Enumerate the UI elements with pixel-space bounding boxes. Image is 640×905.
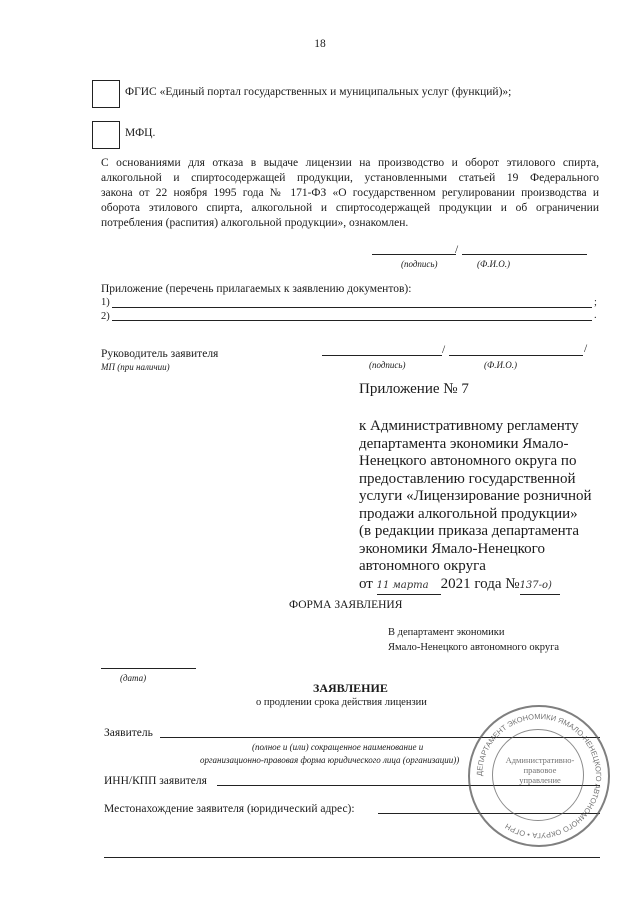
checkbox-epgu[interactable] (92, 80, 120, 108)
seal-line: управление (519, 775, 561, 785)
addressee-line: Ямало-Ненецкого автономного округа (388, 642, 560, 653)
attachment-line-2[interactable] (112, 320, 592, 321)
attachment-line-1[interactable] (112, 307, 592, 308)
official-seal (468, 705, 610, 847)
grounds-line: закона от 22 ноября 1995 года № 171-ФЗ «О государственном регулировании производства и (101, 187, 599, 199)
statement-subtitle: о продлении срока действия лицензии (256, 697, 427, 708)
date-prefix: от (359, 575, 373, 592)
appendix-line: к Административному регламенту (359, 418, 579, 434)
name-caption: (Ф.И.О.) (477, 259, 510, 269)
addressee-line: В департамент экономики (388, 627, 505, 638)
attachment-heading: Приложение (перечень прилагаемых к заявлению документов): (101, 283, 412, 295)
appendix-line: услуги «Лицензирование розничной (359, 488, 592, 504)
inn-label: ИНН/КПП заявителя (104, 775, 207, 787)
seal-center-text (490, 755, 590, 785)
grounds-line: алкогольной и спиртосодержащей продукции, установленными статьей 19 Федерального (101, 172, 599, 184)
appendix-line: (в редакции приказа департамента (359, 523, 580, 539)
appendix-text (359, 418, 599, 595)
date-year: 2021 года № (440, 575, 520, 592)
stamp-note: МП (при наличии) (101, 362, 170, 372)
separator: / (442, 344, 446, 356)
applicant-caption: (полное и (или) сокращенное наименование и (252, 742, 424, 752)
seal-line: правовое (523, 765, 557, 775)
grounds-line: С основаниями для отказа в выдаче лицензии на производство и оборот этилового спирта, (101, 157, 599, 169)
attachment-item-number: 1) (101, 297, 110, 308)
applicant-caption: организационно-правовая форма юридического лица (организации)) (200, 755, 460, 765)
handwritten-date: 11 марта (377, 577, 441, 596)
name-line[interactable] (462, 254, 587, 255)
appendix-line: Ненецкого автономного округа по (359, 453, 577, 469)
checkbox-mfc-label: МФЦ. (125, 127, 156, 139)
form-title: ФОРМА ЗАЯВЛЕНИЯ (289, 599, 403, 611)
grounds-paragraph (101, 156, 599, 231)
location-field-continued[interactable] (104, 857, 600, 858)
attachment-item-end: ; (594, 297, 597, 308)
seal-line: Административно- (505, 755, 575, 765)
statement-title: ЗАЯВЛЕНИЕ (313, 681, 388, 695)
separator: / (455, 244, 459, 256)
appendix-line: автономного округа (359, 558, 486, 574)
appendix-date-line (359, 576, 599, 596)
appendix-line: департамента экономики Ямало- (359, 435, 569, 452)
separator: / (584, 343, 588, 355)
signature-caption: (подпись) (401, 259, 438, 269)
appendix-line: продажи алкогольной продукции» (359, 505, 578, 522)
checkbox-mfc[interactable] (92, 121, 120, 149)
grounds-line: потребления (распития) алкогольной продукции», ознакомлен. (101, 217, 409, 229)
location-label: Местонахождение заявителя (юридический адрес): (104, 803, 355, 815)
applicant-label: Заявитель (104, 727, 153, 739)
head-signature-line[interactable] (322, 355, 442, 356)
date-caption: (дата) (120, 673, 147, 683)
handwritten-order-number: 137-о) (520, 577, 560, 596)
page-number: 18 (314, 38, 326, 50)
appendix-title: Приложение № 7 (359, 381, 469, 397)
appendix-line: экономики Ямало-Ненецкого (359, 540, 545, 557)
head-signature-caption: (подпись) (369, 360, 406, 370)
date-line[interactable] (101, 668, 196, 669)
grounds-line: оборота этилового спирта, алкогольной и спиртосодержащей продукции и об ограничении (101, 202, 599, 214)
seal-ring-text: ДЕПАРТАМЕНТ ЭКОНОМИКИ ЯМАЛО-НЕНЕЦКОГО АВТОНОМНОГО ОКРУГА • ОГРН (474, 711, 604, 841)
attachment-item-number: 2) (101, 311, 110, 322)
head-name-line[interactable] (449, 355, 583, 356)
checkbox-epgu-label: ФГИС «Единый портал государственных и муниципальных услуг (функций)»; (125, 86, 512, 98)
head-name-caption: (Ф.И.О.) (484, 360, 517, 370)
head-title: Руководитель заявителя (101, 348, 219, 360)
signature-line[interactable] (372, 254, 456, 255)
appendix-line: предоставлению государственной (359, 470, 576, 487)
attachment-item-end: . (594, 310, 597, 321)
